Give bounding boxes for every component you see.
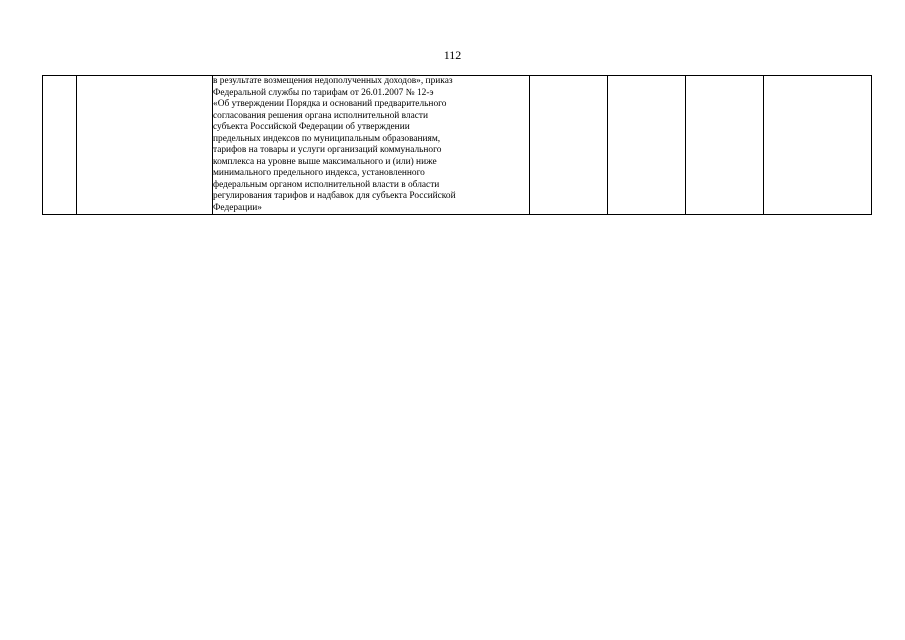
table-cell-col4 xyxy=(530,76,608,215)
document-table xyxy=(42,75,872,215)
table-cell-name xyxy=(77,76,213,215)
table-cell-number xyxy=(43,76,77,215)
page-number: 112 xyxy=(443,48,462,62)
table-cell-col5 xyxy=(608,76,686,215)
table-cell-legal-basis: в результате возмещения недополученных доходов», приказ Федеральной службы по тарифам от 26.01.2007 № 12-э «Об утверждении Порядка и оснований предварительного согласования решения органа исполнительной власти субъекта Российской Федерации об утверждении предельных индексов по муниципальным образованиям, тарифов на товары и услуги организаций коммунального комплекса на уровне выше максимального и (или) ниже минимального предельного индекса, установленного федеральным органом исполнительной власти в области регулирования тарифов и надбавок для субъекта Российской Федерации» xyxy=(213,76,530,215)
table-cell-col7 xyxy=(764,76,872,215)
table-cell-col6 xyxy=(686,76,764,215)
table-row xyxy=(43,76,872,215)
